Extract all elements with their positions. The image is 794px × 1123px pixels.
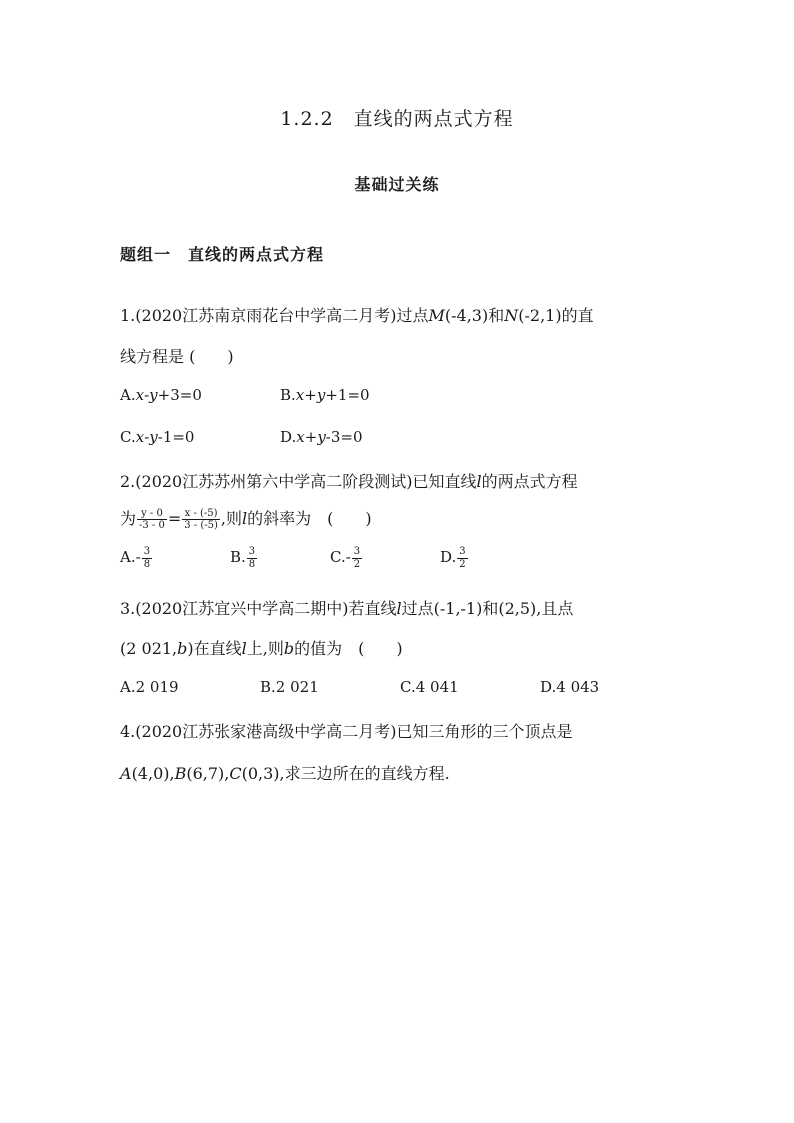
q3-option-a: [120, 678, 179, 696]
q2-stem-text2: 的两点式方程: [481, 472, 578, 491]
q3-stem-text2: 过点(-1,-1)和(2,5),且点: [401, 599, 574, 618]
option-value: 4 043: [556, 678, 600, 696]
option-rest: +3=0: [157, 386, 202, 404]
q1-and-text: 和: [488, 306, 505, 325]
option-letter: C.: [330, 548, 346, 566]
var-x: x: [296, 428, 305, 446]
option-value: 2 021: [275, 678, 319, 696]
fraction-numerator: 3: [353, 546, 361, 557]
fraction-denominator: 2: [353, 558, 361, 570]
question-1-stem-line2: 线方程是 ( ): [120, 347, 234, 366]
question-3-stem-line2: [120, 636, 403, 659]
q1-option-d: [280, 428, 363, 446]
q2-stem-text: 2.(2020江苏苏州第六中学高二阶段测试)已知直线: [120, 472, 477, 491]
point-n-label: N: [504, 306, 519, 325]
point-m-coords: (-4,3): [444, 306, 489, 325]
option-rest: +1=0: [325, 386, 370, 404]
fraction-denominator: 3 - (-5): [184, 520, 218, 531]
fraction-denominator: -3 - 0: [139, 520, 165, 531]
fraction-numerator: 3: [143, 546, 151, 557]
fraction-x: [182, 508, 220, 532]
var-y: y: [317, 428, 326, 446]
option-letter: D.: [540, 678, 557, 696]
q4-stem-end: 求三边所在的直线方程.: [284, 764, 450, 783]
equals-sign: =: [167, 509, 182, 528]
point-c-label: C: [229, 764, 242, 783]
point-b-coords: (6,7),: [186, 764, 230, 783]
option-letter: D.: [440, 548, 457, 566]
operator: +: [304, 428, 318, 446]
question-4-stem-line1: 4.(2020江苏张家港高级中学高二月考)已知三角形的三个顶点是: [120, 722, 573, 741]
var-y: y: [149, 386, 158, 404]
fraction-numerator: 3: [459, 546, 466, 557]
var-x: x: [135, 386, 145, 404]
q1-stem-text: 1.(2020江苏南京雨花台中学高二月考)过点: [120, 306, 429, 325]
q1-option-c: [120, 428, 194, 446]
option-fraction: [142, 546, 152, 570]
operator: -: [144, 428, 150, 446]
q2-stem-end: 的斜率为 ( ): [247, 509, 372, 528]
q3-text: 上,则: [246, 639, 284, 658]
var-x: x: [295, 386, 305, 404]
line-l-label: l: [241, 639, 247, 658]
q1-stem-tail: 的直: [561, 306, 594, 325]
option-letter: C.: [120, 428, 136, 446]
option-letter: B.: [260, 678, 276, 696]
option-letter: D.: [280, 428, 297, 446]
group-heading: 题组一 直线的两点式方程: [120, 245, 325, 264]
fraction-numerator: y - 0: [137, 508, 167, 521]
q3-option-c: [400, 678, 459, 696]
var-b: b: [283, 639, 295, 658]
q3-option-b: [260, 678, 319, 696]
option-value: 4 041: [415, 678, 459, 696]
option-letter: A.: [120, 548, 136, 566]
q2-option-d: [440, 546, 469, 570]
fraction-numerator: x - (-5): [182, 508, 220, 521]
question-2-stem-line2: [120, 506, 372, 532]
var-y: y: [149, 428, 158, 446]
option-letter: A.: [120, 386, 136, 404]
point-m-label: M: [428, 306, 445, 325]
point-a-coords: (4,0),: [131, 764, 175, 783]
q3-option-d: [540, 678, 599, 696]
subtitle: 基础过关练: [354, 175, 440, 194]
line-l-label: l: [396, 599, 402, 618]
operator: -: [144, 386, 150, 404]
option-rest: -1=0: [157, 428, 195, 446]
question-3-stem-line1: [120, 596, 573, 619]
q2-after-eq: ,则: [220, 509, 243, 528]
line-l-label: l: [476, 472, 482, 491]
var-b: b: [177, 639, 188, 658]
q3-stem-text: 3.(2020江苏宜兴中学高二期中)若直线: [120, 599, 397, 618]
q2-option-b: [230, 546, 258, 570]
fraction-y: [137, 508, 167, 532]
option-letter: B.: [280, 386, 296, 404]
point-a-label: A: [120, 764, 132, 783]
section-title: 1.2.2 直线的两点式方程: [280, 108, 514, 130]
fraction-denominator: 8: [143, 558, 151, 570]
question-4-stem-line2: [120, 761, 450, 784]
option-letter: C.: [400, 678, 416, 696]
q1-option-b: [280, 386, 370, 404]
operator: +: [304, 386, 317, 404]
q3-text: )在直线: [187, 639, 242, 658]
option-fraction: [352, 546, 362, 570]
q2-prefix: 为: [120, 509, 137, 528]
var-x: x: [135, 428, 145, 446]
option-sign: -: [135, 548, 141, 566]
option-fraction: [457, 546, 467, 570]
option-rest: -3=0: [325, 428, 363, 446]
option-letter: A.: [120, 678, 136, 696]
q2-option-a: [120, 546, 153, 570]
fraction-denominator: 2: [459, 558, 466, 570]
point-c-coords: (0,3),: [241, 764, 285, 783]
question-2-stem-line1: [120, 469, 578, 492]
q3-point-text: (2 021,: [120, 639, 178, 658]
question-1-stem-line1: [120, 303, 594, 326]
var-y: y: [316, 386, 326, 404]
option-value: 2 019: [135, 678, 179, 696]
option-letter: B.: [230, 548, 246, 566]
point-n-coords: (-2,1): [518, 306, 562, 325]
q1-option-a: [120, 386, 202, 404]
point-b-label: B: [174, 764, 187, 783]
option-fraction: [247, 546, 257, 570]
q3-text: 的值为 ( ): [294, 639, 403, 658]
fraction-numerator: 3: [248, 546, 256, 557]
q2-option-c: [330, 546, 363, 570]
option-sign: -: [345, 548, 351, 566]
fraction-denominator: 8: [248, 558, 256, 570]
line-l-label: l: [242, 509, 248, 528]
